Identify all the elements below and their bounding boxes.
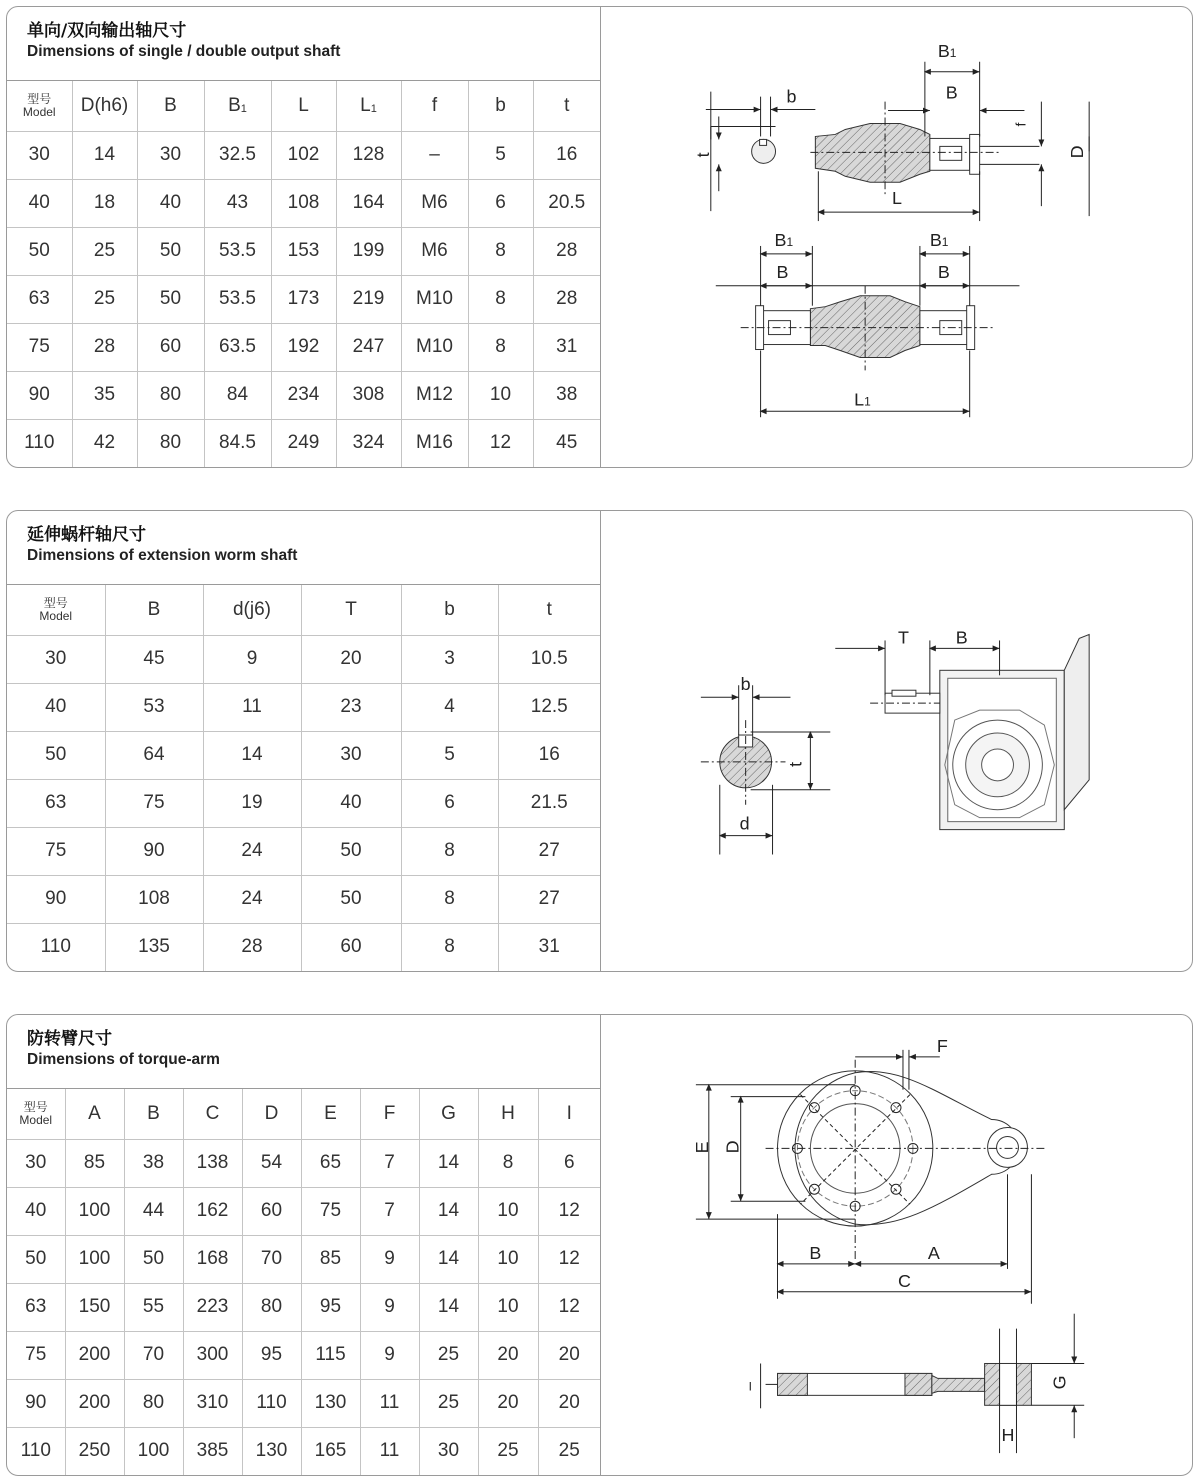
model-cell: 63	[7, 1283, 65, 1331]
value-cell: 9	[360, 1331, 419, 1379]
header-cell: L	[271, 81, 336, 131]
value-cell: 10	[478, 1283, 538, 1331]
value-cell: 4	[401, 683, 498, 731]
worm-shaft-title	[7, 511, 600, 585]
value-cell: 80	[137, 371, 204, 419]
label-t: t	[692, 152, 713, 158]
table-row	[7, 371, 600, 419]
value-cell: 8	[468, 323, 533, 371]
value-cell: 43	[204, 179, 271, 227]
value-cell: 38	[124, 1139, 183, 1187]
value-cell: 6	[538, 1139, 600, 1187]
value-cell: 85	[301, 1235, 360, 1283]
value-cell: 6	[401, 779, 498, 827]
value-cell: 28	[533, 227, 600, 275]
model-header: 型号 Model	[7, 81, 72, 131]
value-cell: 44	[124, 1187, 183, 1235]
value-cell: 20	[478, 1331, 538, 1379]
model-cell: 63	[7, 275, 72, 323]
model-cell: 90	[7, 875, 105, 923]
value-cell: 12	[468, 419, 533, 467]
label-d: d	[739, 813, 750, 834]
value-cell: 250	[65, 1427, 124, 1475]
value-cell: 19	[203, 779, 301, 827]
section-title-en: Dimensions of torque-arm	[27, 1051, 220, 1068]
label-A: A	[927, 1242, 940, 1263]
value-cell: 8	[401, 875, 498, 923]
worm-shaft-table	[7, 585, 600, 971]
header-cell: $L_1$	[336, 81, 401, 131]
label-L1: L1	[854, 389, 871, 410]
value-cell: 8	[401, 827, 498, 875]
value-cell: 165	[301, 1427, 360, 1475]
value-cell: 135	[105, 923, 203, 971]
table-row	[7, 1331, 600, 1379]
table-row	[7, 1427, 600, 1475]
worm-shaft-diagram	[601, 511, 1192, 971]
value-cell: M10	[401, 275, 468, 323]
value-cell: 3	[401, 635, 498, 683]
label-B1-top: B1	[937, 40, 957, 61]
value-cell: M10	[401, 323, 468, 371]
value-cell: 168	[183, 1235, 242, 1283]
worm-shaft-drawing	[601, 511, 1192, 971]
value-cell: 25	[478, 1427, 538, 1475]
value-cell: 130	[301, 1379, 360, 1427]
value-cell: 50	[124, 1235, 183, 1283]
value-cell: 95	[301, 1283, 360, 1331]
value-cell: 50	[301, 827, 401, 875]
value-cell: 53.5	[204, 275, 271, 323]
table-row	[7, 875, 600, 923]
table-row	[7, 1139, 600, 1187]
header-cell: b	[401, 585, 498, 635]
section-title-en: Dimensions of extension worm shaft	[27, 547, 298, 564]
value-cell: 27	[498, 875, 600, 923]
value-cell: 21.5	[498, 779, 600, 827]
value-cell: 200	[65, 1331, 124, 1379]
label-F: F	[936, 1035, 948, 1056]
model-header: 型号 Model	[7, 1089, 65, 1139]
label-G: G	[1049, 1375, 1070, 1390]
header-cell: B	[124, 1089, 183, 1139]
section-title-cn: 单向/双向输出轴尺寸	[27, 21, 187, 41]
value-cell: 80	[137, 419, 204, 467]
table-row	[7, 179, 600, 227]
value-cell: 12	[538, 1235, 600, 1283]
torque-arm-drawing	[601, 1015, 1192, 1475]
table-row	[7, 779, 600, 827]
header-cell: B	[105, 585, 203, 635]
value-cell: 115	[301, 1331, 360, 1379]
label-B: B	[955, 627, 968, 648]
value-cell: 108	[105, 875, 203, 923]
value-cell: M6	[401, 227, 468, 275]
model-header: 型号 Model	[7, 585, 105, 635]
label-D: D	[1067, 145, 1088, 159]
value-cell: 16	[533, 131, 600, 179]
value-cell: 25	[72, 275, 137, 323]
value-cell: 60	[301, 923, 401, 971]
value-cell: 75	[301, 1187, 360, 1235]
value-cell: 219	[336, 275, 401, 323]
value-cell: 100	[124, 1427, 183, 1475]
table-row	[7, 635, 600, 683]
value-cell: 11	[203, 683, 301, 731]
table-row	[7, 1187, 600, 1235]
torque-arm-table	[7, 1089, 600, 1475]
output-shaft-table-area	[7, 7, 601, 467]
value-cell: 192	[271, 323, 336, 371]
torque-arm-table-area	[7, 1015, 601, 1475]
value-cell: 10	[478, 1235, 538, 1283]
value-cell: 55	[124, 1283, 183, 1331]
output-shaft-title	[7, 7, 600, 81]
value-cell: 25	[419, 1331, 478, 1379]
value-cell: 24	[203, 875, 301, 923]
value-cell: 12	[538, 1187, 600, 1235]
header-cell: B	[137, 81, 204, 131]
model-cell: 40	[7, 683, 105, 731]
header-cell: H	[478, 1089, 538, 1139]
value-cell: 247	[336, 323, 401, 371]
value-cell: 14	[419, 1235, 478, 1283]
value-cell: 32.5	[204, 131, 271, 179]
model-cell: 30	[7, 635, 105, 683]
value-cell: 308	[336, 371, 401, 419]
header-cell: t	[498, 585, 600, 635]
value-cell: 10.5	[498, 635, 600, 683]
label-I: I	[748, 1379, 752, 1394]
model-cell: 110	[7, 419, 72, 467]
label-L: L	[892, 188, 902, 209]
table-header-row	[7, 1089, 600, 1139]
value-cell: 9	[360, 1235, 419, 1283]
model-cell: 63	[7, 779, 105, 827]
value-cell: 234	[271, 371, 336, 419]
value-cell: 40	[301, 779, 401, 827]
value-cell: 28	[533, 275, 600, 323]
value-cell: 45	[556, 432, 578, 454]
value-cell: 8	[468, 227, 533, 275]
value-cell: 84.5	[204, 419, 271, 467]
value-cell: 300	[183, 1331, 242, 1379]
table-row	[7, 131, 600, 179]
value-cell: 42	[72, 419, 137, 467]
table-row	[7, 1283, 600, 1331]
table-row	[7, 731, 600, 779]
value-cell: 90	[105, 827, 203, 875]
model-cell: 75	[7, 827, 105, 875]
header-cell: D	[242, 1089, 301, 1139]
value-cell: 24	[203, 827, 301, 875]
label-f: f	[1012, 122, 1029, 127]
value-cell: 8	[478, 1139, 538, 1187]
value-cell: 130	[242, 1427, 301, 1475]
value-cell: 14	[419, 1139, 478, 1187]
value-cell: 53	[105, 683, 203, 731]
model-cell: 40	[7, 1187, 65, 1235]
value-cell: 173	[271, 275, 336, 323]
model-cell: 40	[7, 179, 72, 227]
model-cell: 75	[7, 323, 72, 371]
value-cell: 9	[203, 635, 301, 683]
value-cell: 14	[203, 731, 301, 779]
torque-arm-panel	[6, 1014, 1193, 1476]
value-cell: 164	[336, 179, 401, 227]
header-cell: f	[401, 81, 468, 131]
value-cell: 28	[72, 323, 137, 371]
table-row	[7, 323, 600, 371]
label-b: b	[740, 674, 751, 695]
value-cell: 20	[538, 1331, 600, 1379]
value-cell: 28	[203, 923, 301, 971]
value-cell: 110	[242, 1379, 301, 1427]
label-B-right: B	[937, 261, 950, 282]
value-cell: 75	[105, 779, 203, 827]
value-cell: 70	[124, 1331, 183, 1379]
value-cell: 50	[137, 275, 204, 323]
section-title-cn: 延伸蜗杆轴尺寸	[27, 525, 146, 545]
output-shaft-table	[7, 81, 600, 467]
section-title-cn: 防转臂尺寸	[27, 1029, 112, 1049]
value-cell: 138	[183, 1139, 242, 1187]
output-shaft-diagram	[601, 7, 1192, 467]
value-cell: 6	[468, 179, 533, 227]
value-cell: 8	[468, 275, 533, 323]
value-cell: 30	[137, 131, 204, 179]
label-B: B	[809, 1242, 822, 1263]
label-B1-right: B1	[929, 229, 949, 250]
model-cell: 75	[7, 1331, 65, 1379]
value-cell: 199	[336, 227, 401, 275]
model-cell: 50	[7, 227, 72, 275]
header-cell: $B_1$	[204, 81, 271, 131]
value-cell: M12	[401, 371, 468, 419]
value-cell: 14	[419, 1283, 478, 1331]
table-row	[7, 275, 600, 323]
value-cell: 249	[271, 419, 336, 467]
value-cell: 153	[271, 227, 336, 275]
value-cell: 70	[242, 1235, 301, 1283]
label-B1-left: B1	[774, 229, 794, 250]
value-cell: 31	[538, 936, 560, 958]
value-cell: 11	[360, 1427, 419, 1475]
worm-shaft-panel	[6, 510, 1193, 972]
value-cell: 100	[65, 1235, 124, 1283]
value-cell: 31	[533, 323, 600, 371]
value-cell: 38	[533, 371, 600, 419]
value-cell: 54	[242, 1139, 301, 1187]
header-cell: G	[419, 1089, 478, 1139]
value-cell: 12.5	[498, 683, 600, 731]
header-cell: b	[468, 81, 533, 131]
value-cell: 8	[401, 923, 498, 971]
value-cell: 45	[105, 635, 203, 683]
value-cell: 60	[242, 1187, 301, 1235]
value-cell: 10	[478, 1187, 538, 1235]
torque-arm-title	[7, 1015, 600, 1089]
section-title-en: Dimensions of single / double output shaft	[27, 43, 341, 60]
label-b: b	[786, 86, 797, 107]
value-cell: 14	[72, 131, 137, 179]
table-row	[7, 827, 600, 875]
value-cell: 30	[419, 1427, 478, 1475]
table-body	[7, 131, 600, 467]
header-cell: D(h6)	[72, 81, 137, 131]
value-cell: 11	[360, 1379, 419, 1427]
value-cell: 50	[137, 227, 204, 275]
label-B-top: B	[945, 82, 958, 103]
value-cell: 5	[468, 131, 533, 179]
output-shaft-panel	[6, 6, 1193, 468]
model-cell: 30	[7, 1139, 65, 1187]
value-cell: 25	[419, 1379, 478, 1427]
table-row	[7, 1379, 600, 1427]
model-cell: 50	[7, 731, 105, 779]
model-cell: 110	[7, 1427, 65, 1475]
value-cell: 108	[271, 179, 336, 227]
value-cell: 7	[360, 1187, 419, 1235]
value-cell: –	[401, 131, 468, 179]
label-H: H	[1001, 1425, 1015, 1446]
label-B-left: B	[776, 261, 789, 282]
value-cell: 60	[137, 323, 204, 371]
table-row	[7, 1235, 600, 1283]
value-cell: 53.5	[204, 227, 271, 275]
value-cell: 150	[65, 1283, 124, 1331]
value-cell: 80	[242, 1283, 301, 1331]
value-cell: 84	[204, 371, 271, 419]
value-cell: 35	[72, 371, 137, 419]
value-cell: 18	[72, 179, 137, 227]
value-cell: 85	[65, 1139, 124, 1187]
value-cell: 16	[498, 731, 600, 779]
value-cell: 324	[336, 419, 401, 467]
output-shaft-drawing	[601, 7, 1192, 467]
value-cell: 30	[301, 731, 401, 779]
value-cell: 23	[301, 683, 401, 731]
table-header-row	[7, 585, 600, 635]
table-row	[7, 227, 600, 275]
header-cell: A	[65, 1089, 124, 1139]
value-cell: 310	[183, 1379, 242, 1427]
value-cell: 27	[498, 827, 600, 875]
value-cell: 5	[401, 731, 498, 779]
table-body	[7, 635, 600, 971]
value-cell: 25	[558, 1440, 580, 1462]
table-header-row	[7, 81, 600, 131]
label-t: t	[785, 761, 806, 767]
value-cell: 80	[124, 1379, 183, 1427]
label-C: C	[897, 1270, 911, 1291]
value-cell: 14	[419, 1187, 478, 1235]
header-cell: C	[183, 1089, 242, 1139]
header-cell: t	[533, 81, 600, 131]
value-cell: 200	[65, 1379, 124, 1427]
label-E: E	[691, 1141, 712, 1154]
model-cell: 90	[7, 371, 72, 419]
value-cell: 385	[183, 1427, 242, 1475]
value-cell: 20	[301, 635, 401, 683]
value-cell: 100	[65, 1187, 124, 1235]
value-cell: 20.5	[533, 179, 600, 227]
label-D: D	[722, 1140, 743, 1154]
value-cell: M6	[401, 179, 468, 227]
header-cell: I	[538, 1089, 600, 1139]
value-cell: 102	[271, 131, 336, 179]
model-cell: 50	[7, 1235, 65, 1283]
value-cell: 95	[242, 1331, 301, 1379]
header-cell: d(j6)	[203, 585, 301, 635]
table-body	[7, 1139, 600, 1475]
header-cell: E	[301, 1089, 360, 1139]
header-cell: T	[301, 585, 401, 635]
value-cell: 64	[105, 731, 203, 779]
label-T: T	[897, 627, 909, 648]
value-cell: 7	[360, 1139, 419, 1187]
value-cell: 223	[183, 1283, 242, 1331]
value-cell: 10	[468, 371, 533, 419]
value-cell: 20	[478, 1379, 538, 1427]
value-cell: 25	[72, 227, 137, 275]
model-cell: 30	[7, 131, 72, 179]
header-cell: F	[360, 1089, 419, 1139]
value-cell: 50	[301, 875, 401, 923]
value-cell: 40	[137, 179, 204, 227]
value-cell: 128	[336, 131, 401, 179]
value-cell: 20	[538, 1379, 600, 1427]
table-row	[7, 419, 600, 467]
value-cell: 63.5	[204, 323, 271, 371]
model-cell: 110	[7, 923, 105, 971]
value-cell: 12	[538, 1283, 600, 1331]
torque-arm-diagram	[601, 1015, 1192, 1475]
table-row	[7, 683, 600, 731]
value-cell: 65	[301, 1139, 360, 1187]
value-cell: M16	[401, 419, 468, 467]
model-cell: 90	[7, 1379, 65, 1427]
table-row	[7, 923, 600, 971]
value-cell: 9	[360, 1283, 419, 1331]
value-cell: 162	[183, 1187, 242, 1235]
worm-shaft-table-area	[7, 511, 601, 971]
